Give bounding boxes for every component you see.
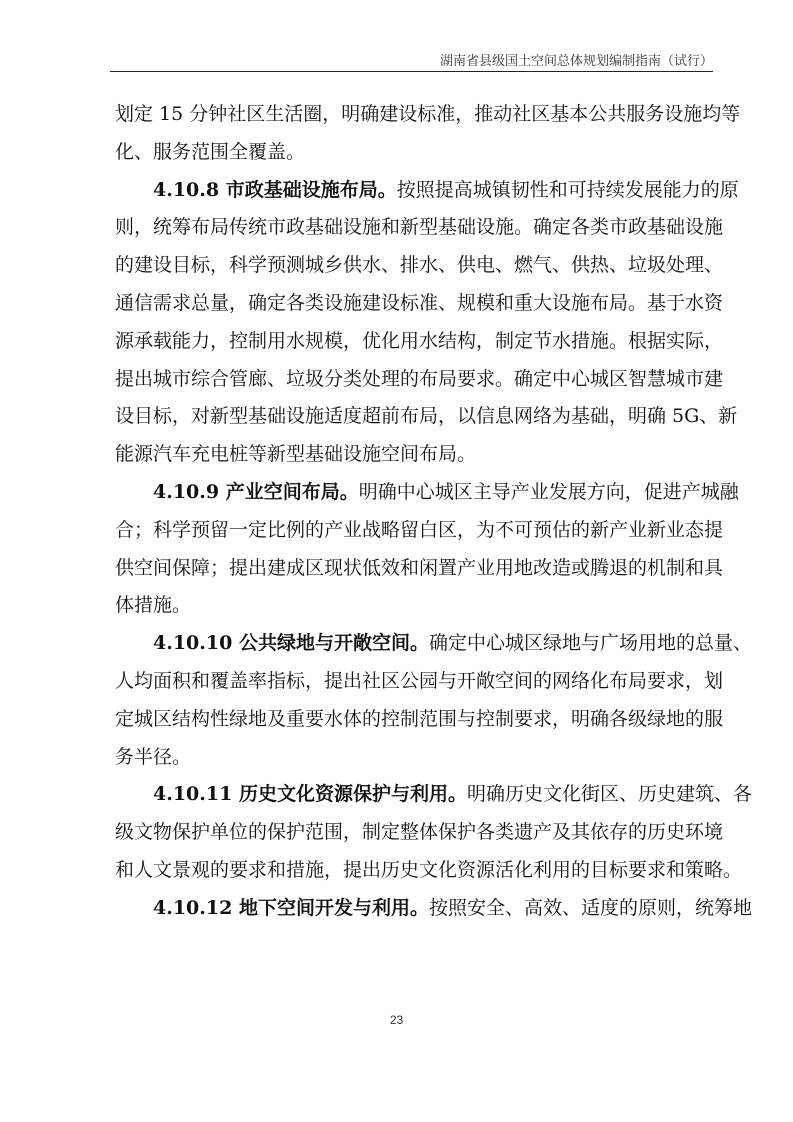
body-line: 务半径。 (115, 745, 192, 768)
section-first-line (115, 625, 752, 663)
body-line: 能源汽车充电桩等新型基础设施空间布局。 (115, 443, 477, 466)
body-line: 提出城市综合管廊、垃圾分类处理的布局要求。确定中心城区智慧城市建 (115, 367, 724, 390)
body-line: 合；科学预留一定比例的产业战略留白区，为不可预估的新产业新业态提 (115, 518, 724, 541)
section-heading-4-10-11: 4.10.11 历史文化资源保护与利用。 (153, 783, 467, 806)
body-line: 则，统筹布局传统市政基础设施和新型基础设施。确定各类市政基础设施 (115, 216, 724, 239)
body-text: 按照提高城镇韧性和可持续发展能力的原 (396, 178, 739, 201)
body-line: 通信需求总量，确定各类设施建设标准、规模和重大设施布局。基于水资 (115, 291, 724, 314)
document-body (115, 96, 752, 928)
section-heading-4-10-8: 4.10.8 市政基础设施布局。 (153, 178, 397, 201)
section-heading-4-10-12: 4.10.12 地下空间开发与利用。 (153, 896, 429, 919)
body-text: 按照安全、高效、适度的原则，统筹地 (428, 896, 752, 919)
body-text: 确定中心城区绿地与广场用地的总量、 (428, 632, 752, 655)
body-line: 供空间保障；提出建成区现状低效和闲置产业用地改造或腾退的机制和具 (115, 556, 724, 579)
body-line: 和人文景观的要求和措施，提出历史文化资源活化利用的目标要求和策略。 (115, 858, 743, 881)
body-line: 设目标，对新型基础设施适度超前布局，以信息网络为基础，明确 5G、新 (115, 405, 738, 428)
body-line: 划定 15 分钟社区生活圈，明确建设标准，推动社区基本公共服务设施均等 (115, 103, 741, 125)
body-line: 定城区结构性绿地及重要水体的控制范围与控制要求，明确各级绿地的服 (115, 707, 724, 730)
body-line: 人均面积和覆盖率指标，提出社区公园与开敞空间的网络化布局要求，划 (115, 669, 724, 692)
body-text: 明确中心城区主导产业发展方向，促进产城融 (358, 480, 739, 503)
header-rule (110, 71, 713, 72)
body-line: 化、服务范围全覆盖。 (115, 140, 306, 163)
body-line: 源承载能力，控制用水规模，优化用水结构，制定节水措施。根据实际， (115, 329, 724, 352)
section-first-line (115, 776, 752, 814)
section-first-line (115, 474, 739, 512)
section-first-line (115, 172, 739, 210)
section-first-line (115, 890, 752, 928)
running-header: 湖南省县级国土空间总体规划编制指南（试行） (439, 54, 713, 69)
body-line: 的建设目标，科学预测城乡供水、排水、供电、燃气、供热、垃圾处理、 (115, 254, 724, 277)
section-heading-4-10-10: 4.10.10 公共绿地与开敞空间。 (153, 632, 429, 655)
body-text: 明确历史文化街区、历史建筑、各 (466, 783, 752, 806)
page-number: 23 (389, 1013, 404, 1027)
body-line: 级文物保护单位的保护范围，制定整体保护各类遗产及其依存的历史环境 (115, 821, 724, 844)
body-line: 体措施。 (115, 594, 192, 617)
section-heading-4-10-9: 4.10.9 产业空间布局。 (153, 480, 359, 503)
